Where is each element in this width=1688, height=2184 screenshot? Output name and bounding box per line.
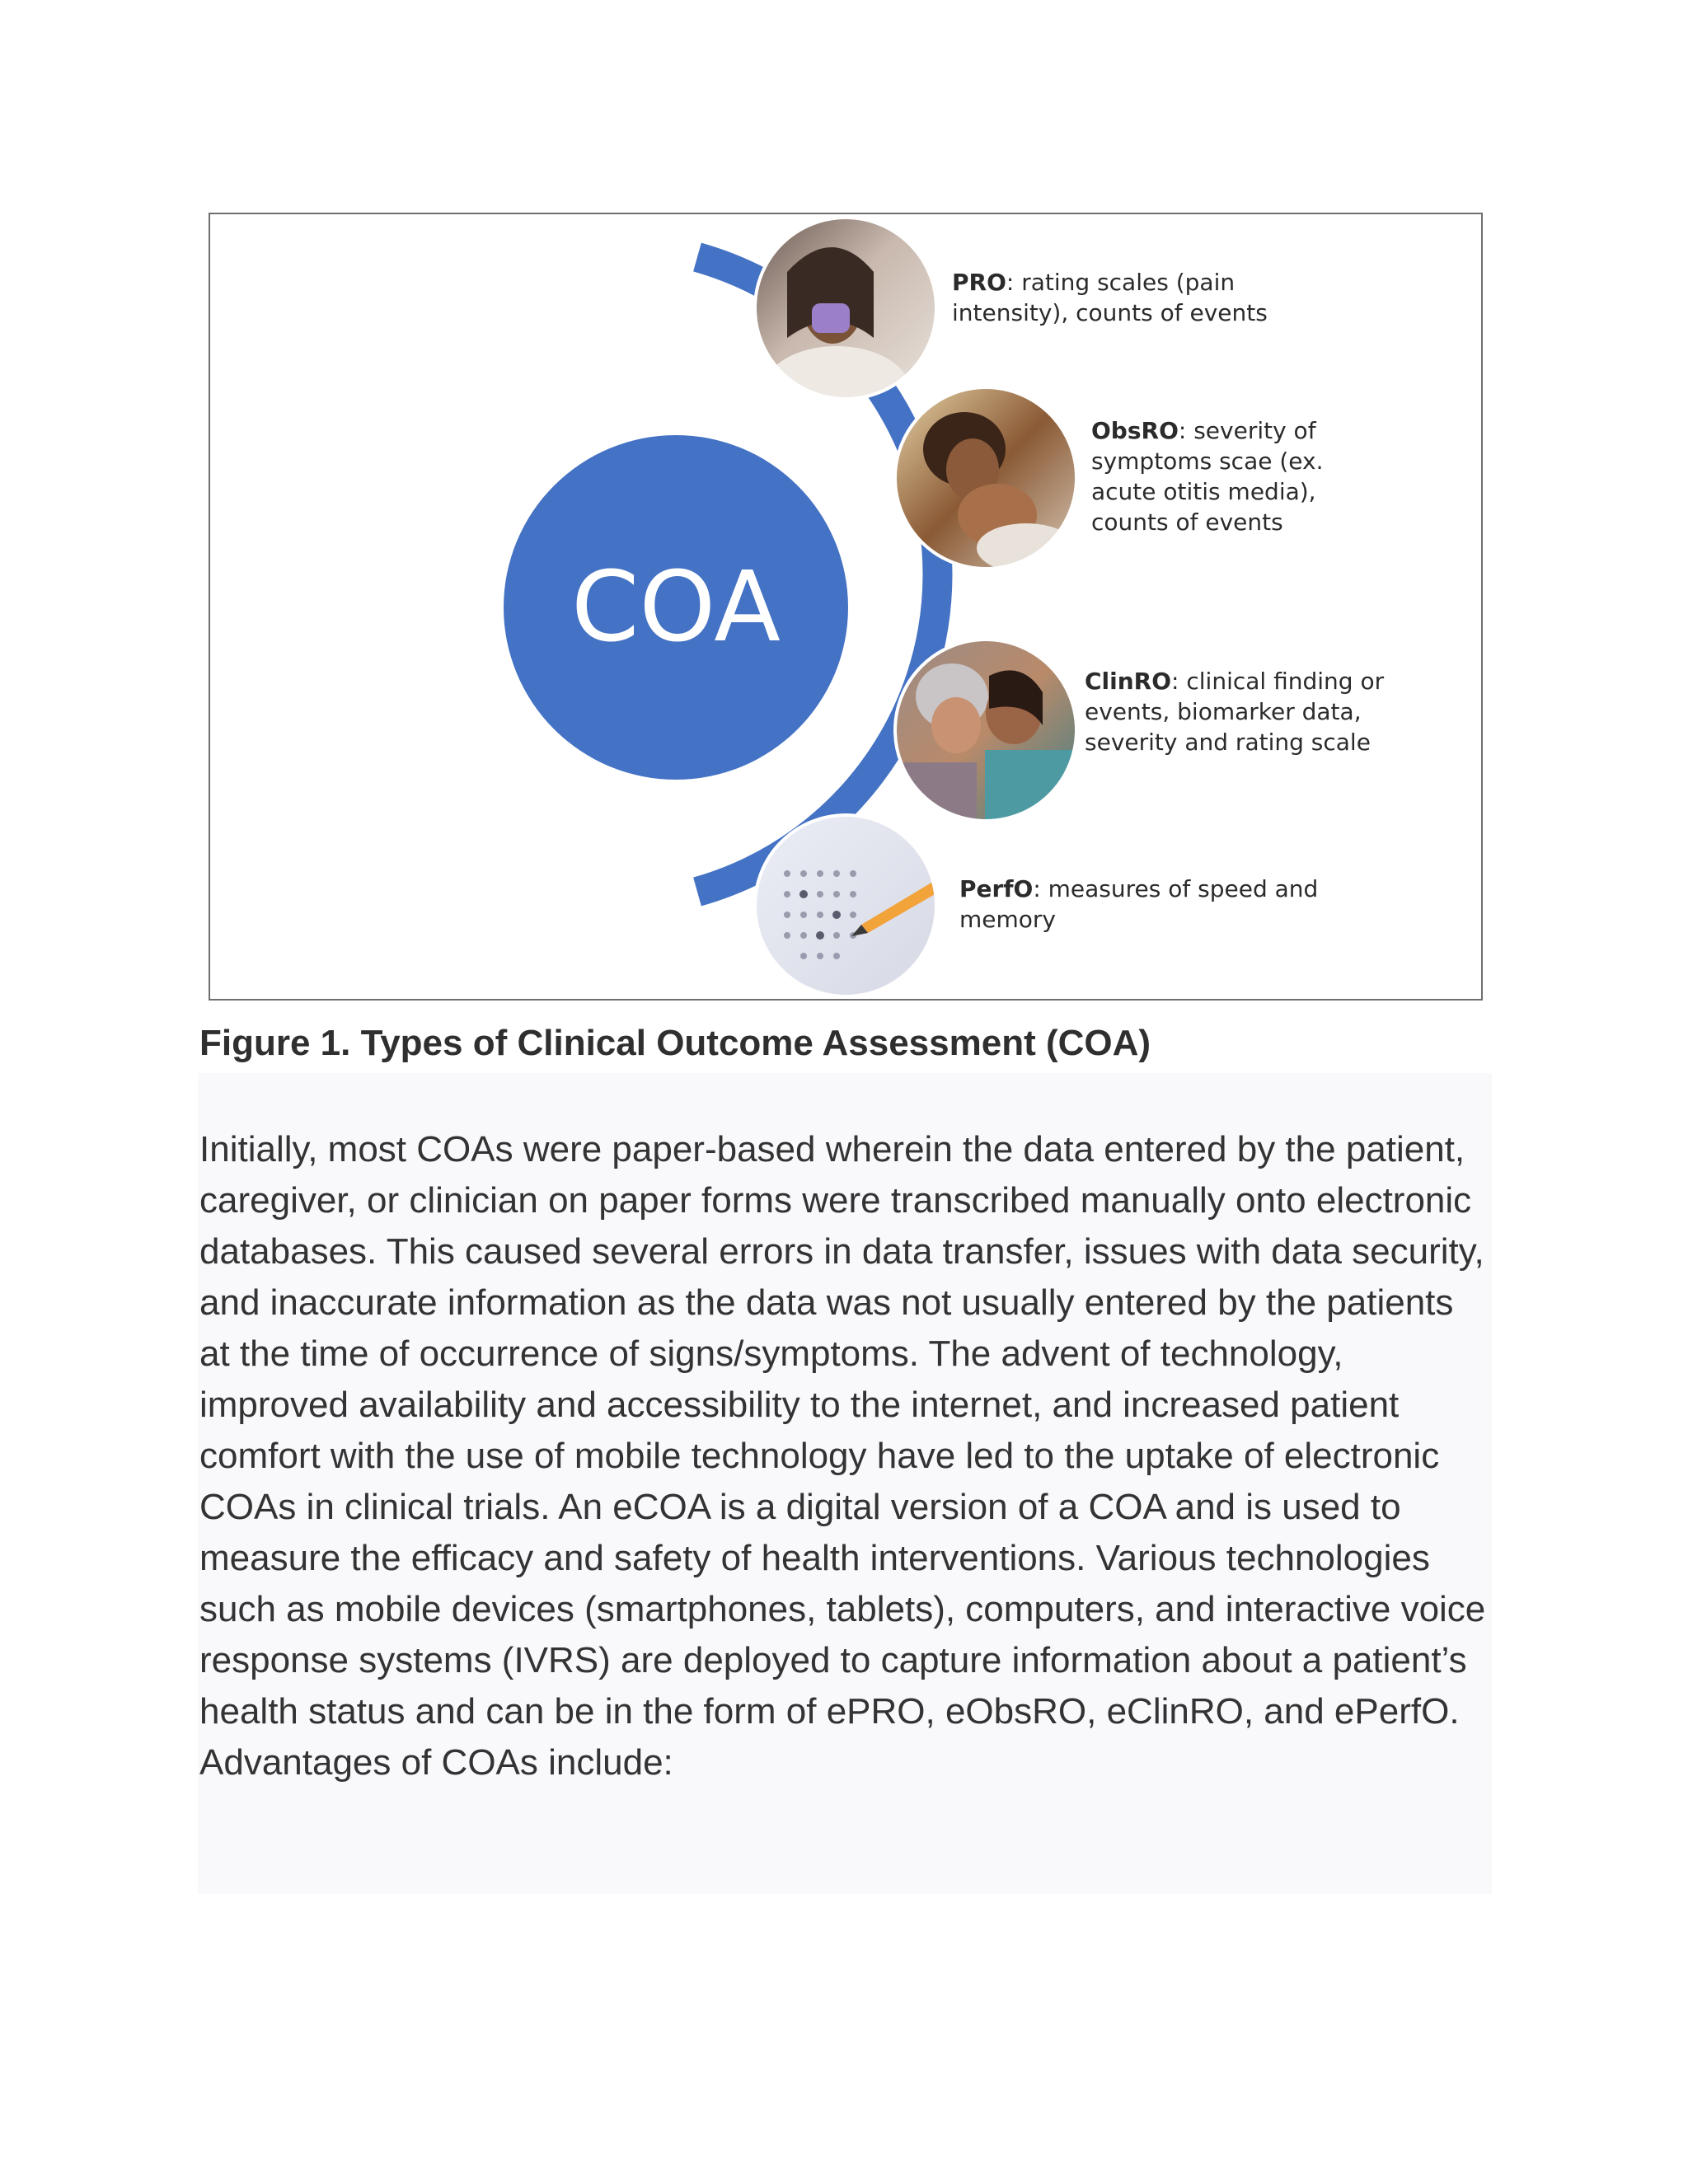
category-label-clinro xyxy=(1085,666,1398,757)
masked-woman-photo xyxy=(755,218,936,437)
coa-center-label: COA xyxy=(571,550,781,663)
body-text-block xyxy=(198,1073,1492,1894)
category-name-obsro: ObsRO xyxy=(1091,417,1179,444)
coa-figure xyxy=(209,213,1483,1001)
category-description-pro: : rating scales (pain intensity), counts of events xyxy=(952,269,1268,326)
figure-caption: Figure 1. Types of Clinical Outcome Assessment (COA) xyxy=(199,1023,1151,1063)
category-description-obsro: : severity of symptoms scae (ex. acute otitis media), counts of events xyxy=(1091,417,1324,536)
category-name-clinro: ClinRO xyxy=(1085,668,1172,695)
category-label-perfo xyxy=(959,874,1339,935)
category-label-pro xyxy=(952,267,1282,328)
category-description-perfo: : measures of speed and memory xyxy=(959,875,1319,933)
category-name-pro: PRO xyxy=(952,269,1006,296)
category-name-perfo: PerfO xyxy=(959,875,1034,902)
category-description-clinro: : clinical finding or events, biomarker data, severity and rating scale xyxy=(1085,668,1385,756)
category-label-obsro xyxy=(1091,415,1339,537)
body-paragraph: Initially, most COAs were paper-based wherein the data entered by the patient, caregiver, or clinician on paper forms were transcribed manually onto electronic databases. This caused several errors in data transfer, issues with data security, and inaccurate information as the data was not usually entered by the patients at the time of occurrence of signs/symptoms. The advent of technology, improved availability and accessibility to the internet, and increased patient comfort with the use of mobile technology have led to the uptake of electronic COAs in clinical trials. An eCOA is a digital version of a COA and is used to measure the efficacy and safety of health interventions. Various technologies such as mobile devices (smartphones, tablets), computers, and interactive voice response systems (IVRS) are deployed to capture information about a patient’s health status and can be in the form of ePRO, eObsRO, eClinRO, and ePerfO. Advantages of COAs include: xyxy=(199,1129,1486,1783)
